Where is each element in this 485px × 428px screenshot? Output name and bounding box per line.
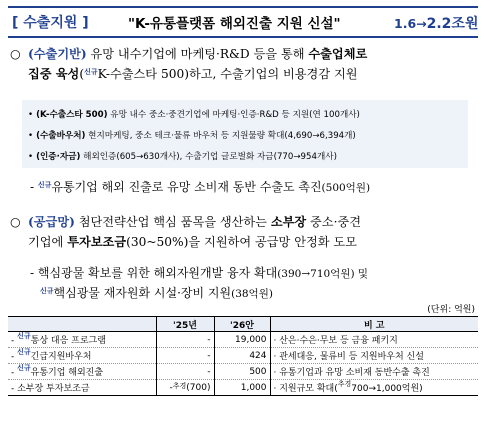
row-name-text: 소부장 투자보조금: [17, 384, 90, 394]
budget-amount: [394, 13, 478, 33]
table-row: [8, 332, 478, 348]
col-header: [8, 317, 156, 332]
cell-2026: 500: [214, 364, 270, 380]
page-title: "K-유통플랫폼 해외진출 지원 신설": [128, 16, 341, 32]
table-row: [8, 348, 478, 364]
row-name: - $^{신규}$통상 대응 프로그램: [8, 332, 156, 348]
row-name-text: 긴급지원바우처: [30, 352, 92, 362]
col-header: '26안: [214, 317, 270, 332]
section-export-base: [10, 44, 476, 84]
section1-bold: 수출업체로: [308, 47, 368, 61]
section2-bold2: 투자보조금: [67, 235, 127, 249]
table-header: [8, 317, 478, 332]
supplementary-badge: 추경: [172, 381, 187, 390]
unit-label: (단위: 억원): [427, 305, 475, 315]
detail-item: [28, 108, 360, 120]
section2-text3: (30~50%)을 지원하여 공급망 안정화 도모: [126, 235, 357, 249]
paren-open: (: [334, 384, 338, 394]
detail-text: 현지마케팅, 중소 테크·물류 바우처 등 지원물량 확대(4,690→6,394개): [85, 131, 356, 141]
detail-label: (인증·자금): [36, 152, 81, 162]
section1-bold2: 집중 육성: [28, 67, 80, 81]
supplementary-badge: 추경: [337, 380, 352, 388]
circle-bullet-icon: ○: [10, 215, 21, 229]
section1-text2: K-수출스타 500)하고, 수출기업의 비용경감 지원: [97, 67, 358, 81]
cell-2025: -: [156, 364, 214, 380]
row-name-text: 유통기업 해외진출: [30, 368, 104, 378]
dash-item-distribution: - $^{신규}$유통기업 해외 진출로 유망 소비재 동반 수출도 촉진(500억원): [30, 180, 371, 194]
dash2-text2: 핵심광물 재자원화 시설·장비 지원: [53, 286, 232, 300]
section2-label: (공급망): [28, 215, 75, 229]
detail-label: (수출바우처): [36, 131, 86, 141]
row-name: - $^{신규}$유통기업 해외진출: [8, 364, 156, 380]
section1-text: 유망 내수기업에 마케팅·R&D 등을 통해: [86, 47, 309, 61]
col-header: 비 고: [270, 317, 478, 332]
detail-text: 유망 내수 중소·중견기업에 마케팅·인증·R&D 등 지원(연 100개사): [107, 110, 360, 120]
amount-from: 1.6→: [394, 16, 427, 31]
note-text: · 지원규모 확대: [273, 384, 335, 394]
col-header: '25년: [156, 317, 214, 332]
dash-prefix: -: [169, 382, 173, 393]
section-supply-chain: [10, 212, 476, 252]
detail-item: [28, 150, 337, 162]
cell-note: · 산은·수은·무보 등 금융 패키지: [270, 332, 478, 348]
row-name: - $^{신규}$긴급지원바우처: [8, 348, 156, 364]
section2-text-end: 중소·중견: [306, 215, 361, 229]
dash1-amount: (500억원): [321, 182, 371, 194]
cell-2025: -: [156, 332, 214, 348]
new-badge: 신규: [17, 332, 31, 340]
detail-item: [28, 129, 356, 141]
table-row: [8, 364, 478, 380]
dot-bullet-icon: •: [28, 131, 34, 141]
cell-2026: 1,000: [214, 380, 270, 396]
new-badge: 신규: [17, 348, 31, 356]
budget-table: [8, 316, 478, 396]
detail-box: [22, 100, 468, 168]
row-name-text: 통상 대응 프로그램: [30, 336, 106, 346]
row-name: - 소부장 투자보조금: [8, 380, 156, 396]
circle-bullet-icon: ○: [10, 47, 21, 61]
new-badge: 신규: [17, 364, 31, 372]
cell-2025: -: [156, 348, 214, 364]
section1-label: (수출기반): [28, 47, 87, 61]
cell-2025: [156, 380, 214, 396]
section2-text: 첨단전략산업 핵심 품목을 생산하는: [74, 215, 271, 229]
new-badge: 신규: [37, 181, 52, 189]
paren-open: (: [79, 67, 85, 81]
cell-note: [270, 380, 478, 396]
detail-text: 해외인증(605→630개사), 수출기업 글로벌화 자금(770→954개사): [80, 152, 337, 162]
dot-bullet-icon: •: [28, 152, 34, 162]
dash1-text: 유통기업 해외 진출로 유망 소비재 동반 수출도 촉진: [51, 180, 322, 194]
section2-bold: 소부장: [270, 215, 307, 229]
table-row: [8, 380, 478, 396]
note-tail: 700→1,000억원): [351, 384, 423, 394]
dash2-amount2: (38억원): [231, 288, 273, 300]
detail-label: (K-수출스타 500): [36, 110, 108, 120]
dash2-text: 핵심광물 확보를 위한 해외자원개발 융자 확대: [37, 266, 278, 280]
amount-to: 2.2조원: [426, 16, 479, 32]
dash-item-minerals: - 핵심광물 확보를 위한 해외자원개발 융자 확대(390→710억원) 및 $^{신규}$핵심광물 재자원화 시설·장비 지원(38억원): [30, 266, 369, 300]
cell-2026: 424: [214, 348, 270, 364]
dot-bullet-icon: •: [28, 110, 34, 120]
section-tag: [ 수출지원 ]: [12, 15, 89, 31]
cell-note: · 관세대응, 물류비 등 지원바우처 신설: [270, 348, 478, 364]
cell-2025-value: (700): [186, 382, 211, 393]
new-badge: 신규: [40, 287, 54, 295]
cell-note: · 유통기업과 유망 소비재 동반수출 촉진: [270, 364, 478, 380]
new-badge: 신규: [84, 68, 98, 76]
dash2-amount: (390→710억원) 및: [277, 268, 369, 280]
cell-2026: 19,000: [214, 332, 270, 348]
title-banner: [8, 6, 478, 38]
section2-text2: 기업에: [28, 235, 68, 249]
